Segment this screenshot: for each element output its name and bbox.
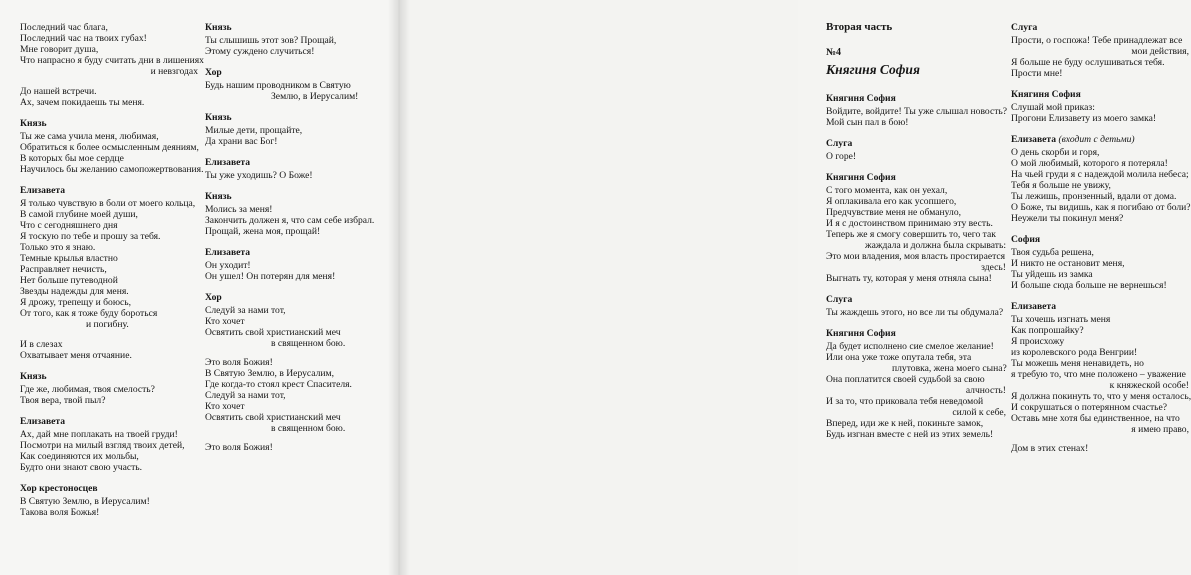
speaker-label: Слуга [826,294,853,305]
speaker-label: Князь [205,112,232,123]
verse-line: Закончить должен я, что сам себе избрал. [205,215,375,226]
verse-line: я требую то, что мне положено – уважение [1011,369,1186,380]
verse-line: Звезды надежды для меня. [20,286,129,297]
verse-line: Расправляет нечисть, [20,264,107,275]
right-page [399,0,1191,575]
verse-line: Тебя я больше не увижу, [1011,180,1111,191]
speaker-name [1011,22,1189,33]
verse-line: Ты же сама учила меня, любимая, [20,131,159,142]
verse-line: Выгнать ту, которая у меня отняла сына! [826,273,992,284]
verse-line: О горе! [826,151,857,162]
verse-line: и невзгодах [150,66,198,77]
verse-line: И сокрушаться о потерянном счастье? [1011,402,1168,413]
verse-line: Я больше не буду ослушиваться тебя. [1011,57,1165,68]
verse-line: От того, как я тоже буду бороться [20,308,158,319]
verse-line: Прощай, жена моя, прощай! [205,226,321,237]
verse-line: Мой сын пал в бою! [826,117,909,128]
verse-line: Оставь мне хотя бы единственное, на что [1011,413,1180,424]
verse-line: мои действия, [1131,46,1189,57]
verse-line: Последний час на твоих губах! [20,33,147,44]
verse-line: В Святую Землю, в Иерусалим, [205,368,335,379]
speaker-name [826,294,1006,305]
verse-line: Посмотри на милый взгляд твоих детей, [20,440,185,451]
verse-line: Ты лежишь, пронзенный, вдали от дома. [1011,191,1177,202]
left-page-column-2 [205,22,383,453]
right-page-column-1 [826,22,1006,440]
speaker-name [20,483,198,494]
verse-line: Нет больше путеводной [20,275,118,286]
left-page-column-1 [20,22,204,518]
speaker-name [826,328,1006,339]
verse-line: Как соединяются их мольбы, [20,451,139,462]
verse-line: Молись за меня! [205,204,273,215]
verse-line: Что с сегодняшнего дня [20,220,118,231]
verse-line: До нашей встречи. [20,86,97,97]
speaker-label: Княгиня София [826,328,896,339]
verse-line: Я тоскую по тебе и прошу за тебя. [20,231,161,242]
verse-line: Темные крылья властно [20,253,118,264]
verse-line: я имею право, [1131,424,1189,435]
verse-line: Да будет исполнено сие смелое желание! [826,341,994,352]
verse-line: Кто хочет [205,401,245,412]
speaker-name [205,191,383,202]
verse-line: в священном бою. [271,338,346,349]
verse-line: Я должна покинуть то, что у меня осталось, [1011,391,1191,402]
verse-line: жаждала и должна была скрывать: [864,240,1006,251]
verse-line: из королевского рода Венгрии! [1011,347,1138,358]
verse-line: Ты можешь меня ненавидеть, но [1011,358,1144,369]
verse-line: Прости, о госпожа! Тебе принадлежат все [1011,35,1183,46]
speaker-name [205,247,383,258]
speaker-label: Князь [20,118,47,129]
verse-line: С того момента, как он уехал, [826,185,948,196]
verse-line: Твоя вера, твой пыл? [20,395,106,406]
verse-line: Землю, в Иерусалим! [271,91,359,102]
verse-line: Твоя судьба решена, [1011,247,1094,258]
speaker-name [826,138,1006,149]
speaker-label: Елизавета [1011,134,1057,145]
speaker-label: Елизавета [20,416,66,427]
verse-line: Теперь же я смогу совершить то, чего так [826,229,996,240]
verse-line: И никто не остановит меня, [1011,258,1125,269]
right-page-column-1-body [826,93,1006,440]
speaker-name [1011,134,1189,145]
verse-line: Освятить свой христианский меч [205,412,341,423]
verse-line: Прогони Елизавету из моего замка! [1011,113,1157,124]
speaker-label: Княгиня София [826,93,896,104]
verse-line: Будто они знают свою участь. [20,462,143,473]
verse-line: И я с достоинством принимаю эту весть. [826,218,993,229]
verse-line: Ты уйдешь из замка [1011,269,1093,280]
speaker-name [205,112,383,123]
verse-line: Милые дети, прощайте, [205,125,303,136]
speaker-label: Хор [205,292,222,303]
verse-line: Этому суждено случиться! [205,46,315,57]
verse-line: О день скорби и горя, [1011,147,1100,158]
verse-line: Будь изгнан вместе с ней из этих земель! [826,429,994,440]
verse-line: Ты слышишь этот зов? Прощай, [205,35,337,46]
speaker-name [1011,89,1189,100]
verse-line: и погибну. [86,319,129,330]
verse-line: Кто хочет [205,316,245,327]
speaker-label: Слуга [826,138,853,149]
verse-line: Освятить свой христианский меч [205,327,341,338]
verse-line: Мне говорит душа, [20,44,99,55]
speaker-name [20,371,198,382]
speaker-name [205,22,383,33]
speaker-name [826,93,1006,104]
verse-line: плутовка, жена моего сына? [892,363,1007,374]
verse-line: Такова воля Божья! [20,507,100,518]
speaker-label: Князь [20,371,47,382]
verse-line: Ах, зачем покидаешь ты меня. [20,97,145,108]
scene-title: Княгиня София [826,62,920,77]
verse-line: В самой глубине моей души, [20,209,138,220]
speaker-name [1011,301,1189,312]
verse-line: Что напрасно я буду считать дни в лишениях [20,55,204,66]
verse-line: В Святую Землю, в Иерусалим! [20,496,150,507]
verse-line: Последний час блага, [20,22,108,33]
verse-line: Это воля Божия! [205,357,273,368]
verse-line: Охватывает меня отчаяние. [20,350,132,361]
verse-line: И за то, что приковала тебя неведомой [826,396,984,407]
speaker-name [826,172,1006,183]
verse-line: Это мои владения, моя власть простирается [826,251,1006,262]
speaker-name [20,185,198,196]
verse-line: И в слезах [20,339,63,350]
verse-line: Он ушел! Он потерян для меня! [205,271,336,282]
left-page [0,0,399,575]
verse-line: Как попрошайку? [1011,325,1084,336]
verse-line: Я только чувствую в боли от моего кольца, [20,198,196,209]
stage-direction: (входит с детьми) [1058,134,1135,145]
verse-line: алчность! [965,385,1006,396]
speaker-label: Князь [205,22,232,33]
verse-line: Прости мне! [1011,68,1063,79]
verse-line: Это воля Божия! [205,442,273,453]
speaker-name [1011,234,1189,245]
verse-line: в священном бою. [271,423,346,434]
verse-line: Слушай мой приказ: [1011,102,1095,113]
verse-line: Будь нашим проводником в Святую [205,80,351,91]
part-title: Вторая часть [826,21,893,33]
speaker-label: София [1011,234,1041,245]
speaker-label: Княгиня София [1011,89,1081,100]
verse-line: Дом в этих стенах! [1011,443,1089,454]
verse-line: Следуй за нами тот, [205,305,286,316]
speaker-label: Елизавета [20,185,66,196]
speaker-name [20,416,198,427]
verse-line: Где когда-то стоял крест Спасителя. [205,379,352,390]
verse-line: силой к себе, [952,407,1006,418]
right-page-column-2 [1011,22,1189,454]
verse-line: Я оплакивала его как усопшего, [826,196,957,207]
speaker-label: Хор крестоносцев [20,483,98,494]
verse-line: Ты жаждешь этого, но все ли ты обдумала? [826,307,1004,318]
verse-line: Да храни вас Бог! [205,136,278,147]
verse-line: Предчувствие меня не обмануло, [826,207,962,218]
speaker-name [205,292,383,303]
verse-line: О Боже, ты видишь, как я погибаю от боли? [1011,202,1191,213]
speaker-label: Князь [205,191,232,202]
verse-line: Только это я знаю. [20,242,96,253]
verse-line: Где же, любимая, твоя смелость? [20,384,155,395]
speaker-label: Елизавета [205,157,251,168]
speaker-label: Елизавета [1011,301,1057,312]
speaker-label: Княгиня София [826,172,896,183]
verse-line: Она поплатится своей судьбой за свою [826,374,985,385]
speaker-label: Слуга [1011,22,1038,33]
verse-line: Вперед, иди же к ней, покиньте замок, [826,418,984,429]
verse-line: Следуй за нами тот, [205,390,286,401]
verse-line: Ты уже уходишь? О Боже! [205,170,313,181]
verse-line: Войдите, войдите! Ты уже слышал новость? [826,106,1008,117]
verse-line: И больше сюда больше не вернешься! [1011,280,1167,291]
speaker-label: Елизавета [205,247,251,258]
verse-line: Ты хочешь изгнать меня [1011,314,1111,325]
verse-line: Он уходит! [205,260,251,271]
speaker-name [20,118,198,129]
book-gutter [388,0,410,575]
verse-line: В которых бы мое сердце [20,153,124,164]
verse-line: Я происхожу [1011,336,1065,347]
verse-line: к княжеской особе! [1109,380,1189,391]
verse-line: На чьей груди я с надеждой молила небеса; [1011,169,1189,180]
verse-line: О мой любимый, которого я потеряла! [1011,158,1168,169]
speaker-label: Хор [205,67,222,78]
verse-line: Обратиться к более осмысленным деяниям, [20,142,199,153]
verse-line: Неужели ты покинул меня? [1011,213,1124,224]
verse-line: Научилось бы желанию самопожертвования. [20,164,204,175]
verse-line: здесь! [981,262,1006,273]
verse-line: Я дрожу, трепещу и боюсь, [20,297,132,308]
speaker-name [205,157,383,168]
verse-line: Ах, дай мне поплакать на твоей груди! [20,429,178,440]
number-label: №4 [826,47,842,58]
verse-line: Или она уже тоже опутала тебя, эта [826,352,972,363]
speaker-name [205,67,383,78]
